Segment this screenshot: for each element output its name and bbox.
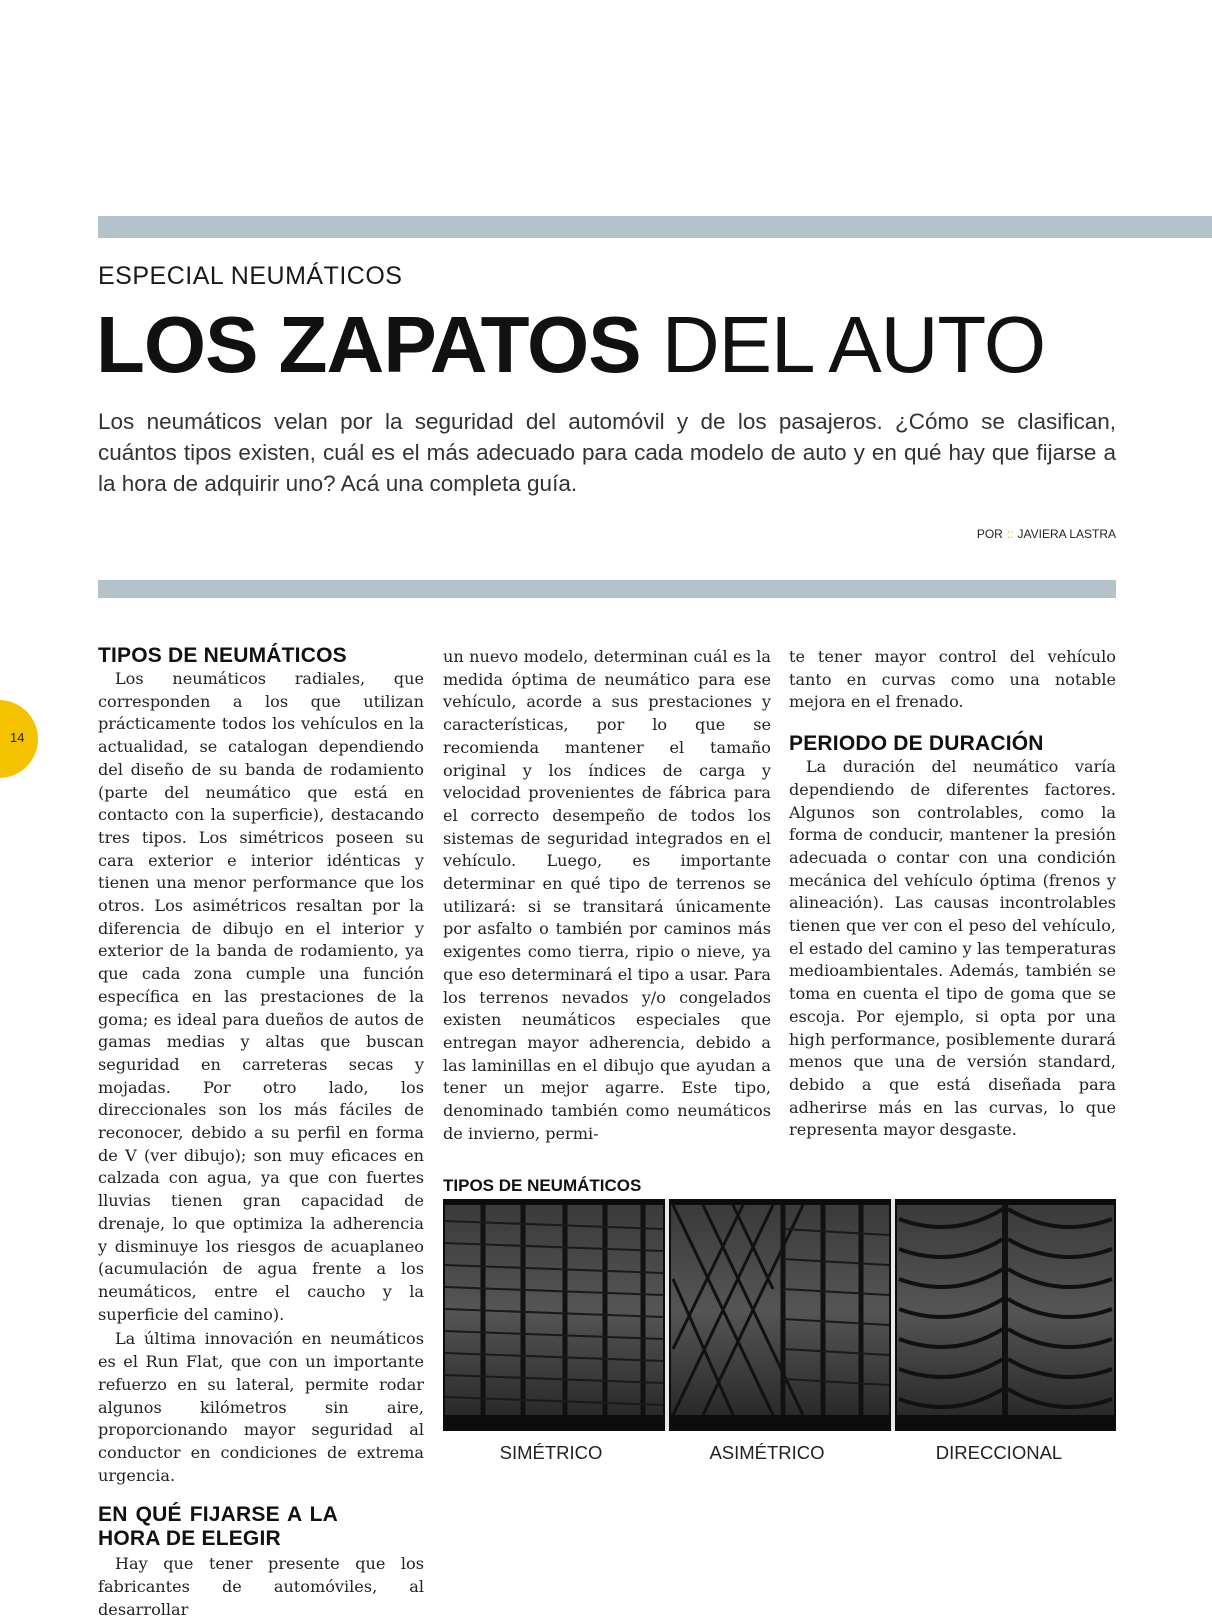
page-number-badge: [0, 700, 38, 778]
article-deck: Los neumáticos velan por la seguridad del automóvil y de los pasajeros. ¿Cómo se clasifican, cuántos tipos existen, cuál es el más adecuado para cada modelo de auto y en qué hay que fijarse a la hora de adquirir uno? Acá una completa guía.: [98, 409, 1116, 496]
caption-asimetrico: ASIMÉTRICO: [709, 1442, 825, 1463]
page-title: [96, 300, 1045, 390]
heading-en-que-fijarse: EN QUÉ FIJARSE A LA HORA DE ELEGIR: [98, 1503, 338, 1551]
byline-prefix: POR: [976, 527, 1003, 541]
byline: [977, 527, 1116, 541]
paragraph: Los neumáticos radiales, que corresponden a los que utilizan prácticamente todos los vehículos en la actualidad, se catalogan dependiendo del diseño de su banda de rodamiento (parte del neumático que está en contacto con la superficie), destacando tres tipos. Los simétricos poseen su cara exterior e interior idénticas y tienen una menor performance que los otros. Los asimétricos resaltan por la diferencia de dibujo en el interior y exterior de la banda de rodamiento, ya que cada zona cumple una función específica en las prestaciones de la goma; es ideal para dueños de autos de gamas medias y altas que buscan seguridad en carreteras secas y mojadas. Por otro lado, los direccionales son los más fáciles de reconocer, debido a su perfil en forma de V (ver dibujo); son muy eficaces en calzada con agua, ya que con fuertes lluvias tienen gran capacidad de drenaje, lo que optimiza la adherencia y disminuye los riesgos de acuaplaneo (acumulación de agua frente a los neumáticos, entre el caucho y la superficie del camino).: [98, 669, 424, 1324]
asymmetric-tread: [671, 1205, 889, 1415]
directional-tread: [897, 1205, 1114, 1415]
column-3: [789, 646, 1116, 1142]
column-1: [98, 644, 424, 1621]
caption-direccional: DIRECCIONAL: [935, 1442, 1063, 1463]
paragraph: La última innovación en neumáticos es el Run Flat, que con un importante refuerzo en su lateral, permite rodar algunos kilómetros sin aire, proporcionando mayor seguridad al conductor en condiciones de extrema urgencia.: [98, 1329, 424, 1485]
title-light: DEL AUTO: [661, 300, 1046, 389]
title-bold: LOS ZAPATOS: [96, 300, 641, 389]
top-accent-bar: [98, 216, 1212, 238]
byline-separator: ::: [1006, 527, 1014, 541]
tread-illustration: [443, 1199, 1116, 1431]
figure-divider: [665, 1199, 669, 1431]
deck-divider-bar: [98, 580, 1116, 598]
page-number: 14: [10, 730, 25, 745]
paragraph: La duración del neumático varía dependiendo de diferentes factores. Algunos son controlables, como la forma de conducir, mantener la presión adecuada o contar con una condición mecánica del vehículo óptima (frenos y alineación). Las causas incontrolables tienen que ver con el peso del vehículo, el estado del camino y las temperaturas medioambientales. Además, también se toma en cuenta el tipo de goma que se escoja. Por ejemplo, si opta por una high performance, posiblemente durará menos que una de versión standard, debido a que está diseñada para adherirse más en las curvas, lo que representa mayor desgaste.: [789, 757, 1116, 1140]
byline-author: JAVIERA LASTRA: [1017, 527, 1116, 541]
symmetric-tread: [445, 1205, 663, 1415]
tire-tread-figure: [443, 1199, 1116, 1431]
heading-periodo: PERIODO DE DURACIÓN: [789, 732, 1044, 756]
caption-simetrico: SIMÉTRICO: [499, 1442, 603, 1463]
paragraph: un nuevo modelo, determinan cuál es la medida óptima de neumático para ese vehículo, acorde a sus prestaciones y características, por lo que se recomienda mantener el tamaño original y los índices de carga y velocidad provenientes de fábrica para el correcto desempeño de todos los sistemas de seguridad integrados en el vehículo. Luego, es importante determinar en qué tipo de terrenos se utilizará: si se transitará únicamente por asfalto o también por caminos más exigentes como tierra, ripio o nieve, ya que eso determinará el tipo a usar. Para los terrenos nevados y/o congelados existen neumáticos especiales que entregan mayor adherencia, debido a las laminillas en el dibujo que ayudan a tener un mejor agarre. Este tipo, denominado también como neumáticos de invierno, permi-: [443, 647, 771, 1143]
paragraph: te tener mayor control del vehículo tanto en curvas como una notable mejora en el frenado.: [789, 647, 1116, 712]
section-label: ESPECIAL NEUMÁTICOS: [98, 262, 403, 290]
column-2: [443, 646, 771, 1145]
figure-title: TIPOS DE NEUMÁTICOS: [443, 1176, 642, 1195]
figure-divider: [891, 1199, 895, 1431]
paragraph: Hay que tener presente que los fabricantes de automóviles, al desarrollar: [98, 1554, 424, 1619]
heading-tipos: TIPOS DE NEUMÁTICOS: [98, 644, 347, 667]
